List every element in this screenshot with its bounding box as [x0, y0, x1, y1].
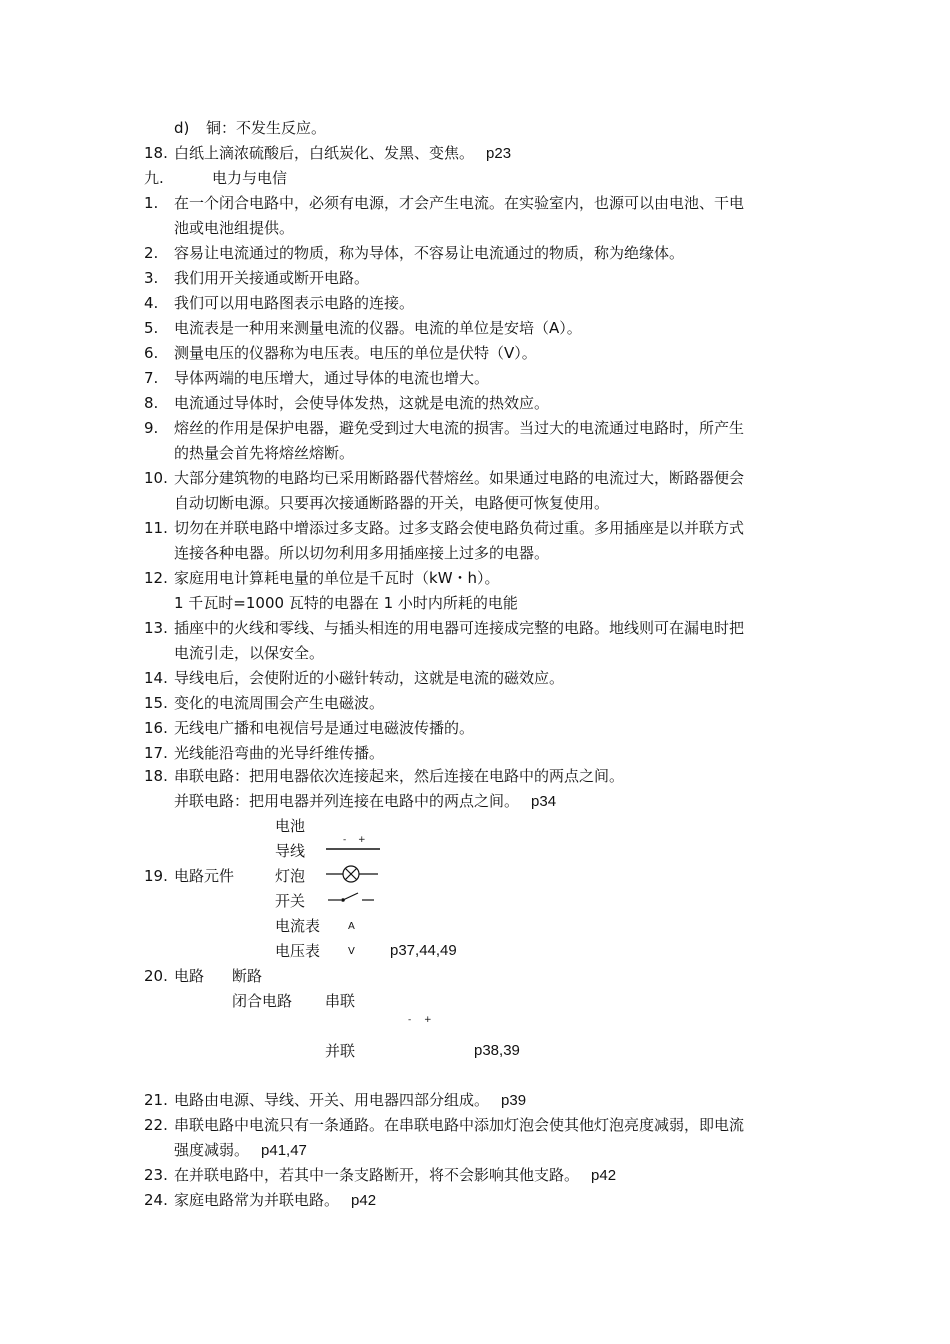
item-text: 电流表是一种用来测量电流的仪器。电流的单位是安培（A）。	[174, 319, 582, 337]
item-number: 15.	[144, 694, 168, 712]
list-item-d	[174, 118, 327, 138]
item-text: 家庭电路常为并联电路。	[174, 1191, 340, 1209]
item-text: 自动切断电源。只要再次接通断路器的开关，电路便可恢复使用。	[174, 494, 610, 512]
component-wire-label: 导线	[275, 842, 306, 860]
item-number: 2.	[144, 244, 159, 262]
item-text: 的热量会首先将熔丝熔断。	[174, 444, 355, 462]
minus-sign: -	[408, 1015, 412, 1025]
item-text: 在一个闭合电路中，必须有电源，才会产生电流。在实验室内，也源可以由电池、干电	[174, 194, 745, 212]
page-reference: p38,39	[474, 1042, 520, 1059]
item-text: 串联电路：把用电器依次连接起来，然后连接在电路中的两点之间。	[174, 767, 625, 785]
plus-sign: +	[424, 1015, 432, 1025]
item-text: 切勿在并联电路中增添过多支路。过多支路会使电路负荷过重。多用插座是以并联方式	[174, 519, 745, 537]
open-circuit-label: 断路	[232, 967, 263, 985]
item-text: 变化的电流周围会产生电磁波。	[174, 694, 385, 712]
item-title: 电路元件	[174, 867, 235, 885]
voltmeter-symbol: V	[348, 946, 355, 957]
item-text: 插座中的火线和零线、与插头相连的用电器可连接成完整的电路。地线则可在漏电时把	[174, 619, 745, 637]
page-reference: p39	[501, 1092, 527, 1109]
item-text: 串联电路中电流只有一条通路。在串联电路中添加灯泡会使其他灯泡亮度减弱，即电流	[174, 1116, 745, 1134]
page-reference: p34	[531, 793, 557, 810]
component-voltmeter-label: 电压表	[275, 942, 321, 960]
circuit-label: 电路	[174, 967, 205, 985]
page-reference: p42	[351, 1192, 377, 1209]
item-number: 4.	[144, 294, 159, 312]
light-bulb-symbol-icon	[326, 864, 378, 884]
item-text: 强度减弱。	[174, 1141, 250, 1159]
item-text: 熔丝的作用是保护电器，避免受到过大电流的损害。当过大的电流通过电路时，所产生	[174, 419, 745, 437]
item-text: 电路由电源、导线、开关、用电器四部分组成。	[174, 1091, 490, 1109]
ammeter-symbol: A	[348, 921, 355, 932]
item-text: 家庭用电计算耗电量的单位是千瓦时（kW・h）。	[174, 569, 500, 587]
item-number: 8.	[144, 394, 159, 412]
component-ammeter-label: 电流表	[275, 917, 321, 935]
item-number: 24.	[144, 1191, 168, 1209]
battery-minus-sign: -	[343, 835, 347, 845]
switch-symbol-icon	[328, 890, 376, 906]
item-number: 17.	[144, 744, 168, 762]
component-battery-label: 电池	[275, 817, 306, 835]
item-number: 10.	[144, 469, 168, 487]
item-text: 连接各种电器。所以切勿利用多用插座接上过多的电器。	[174, 544, 550, 562]
item-text: 大部分建筑物的电路均已采用断路器代替熔丝。如果通过电路的电流过大，断路器便会	[174, 469, 745, 487]
item-text: 容易让电流通过的物质，称为导体，不容易让电流通过的物质，称为绝缘体。	[174, 244, 685, 262]
item-number: 18.	[144, 144, 168, 162]
item-text: 铜：不发生反应。	[206, 119, 327, 137]
item-number: 21.	[144, 1091, 168, 1109]
item-text: 光线能沿弯曲的光导纤维传播。	[174, 744, 385, 762]
item-number: 12.	[144, 569, 168, 587]
item-text: 白纸上滴浓硫酸后，白纸炭化、发黑、变焦。	[174, 144, 475, 162]
item-text: 电流引走，以保安全。	[174, 644, 325, 662]
item-number: 22.	[144, 1116, 168, 1134]
parallel-label: 并联	[325, 1042, 356, 1060]
item-number: 11.	[144, 519, 168, 537]
page-reference: p37,44,49	[390, 942, 457, 959]
item-number: 7.	[144, 369, 159, 387]
page-reference: p23	[486, 145, 512, 162]
page-reference: p41,47	[261, 1142, 307, 1159]
item-number: 14.	[144, 669, 168, 687]
item-number: 5.	[144, 319, 159, 337]
item-number: 18.	[144, 767, 168, 785]
item-number: 19.	[144, 867, 168, 885]
item-number: 16.	[144, 719, 168, 737]
item-text: 在并联电路中，若其中一条支路断开，将不会影响其他支路。	[174, 1166, 580, 1184]
item-number: 9.	[144, 419, 159, 437]
item-text: 并联电路：把用电器并列连接在电路中的两点之间。	[174, 792, 520, 810]
item-text: 导体两端的电压增大，通过导体的电流也增大。	[174, 369, 490, 387]
item-number: 23.	[144, 1166, 168, 1184]
component-bulb-label: 灯泡	[275, 867, 306, 885]
section-number: 九.	[144, 169, 164, 187]
item-number: 20.	[144, 967, 168, 985]
item-number: d)	[174, 119, 190, 137]
item-text: 我们可以用电路图表示电路的连接。	[174, 294, 415, 312]
item-number: 1.	[144, 194, 159, 212]
item-text: 无线电广播和电视信号是通过电磁波传播的。	[174, 719, 475, 737]
item-text: 测量电压的仪器称为电压表。电压的单位是伏特（V）。	[174, 344, 537, 362]
wire-symbol-icon	[326, 846, 380, 852]
item-number: 6.	[144, 344, 159, 362]
closed-circuit-label: 闭合电路	[232, 992, 293, 1010]
component-switch-label: 开关	[275, 892, 306, 910]
item-text: 导线电后，会使附近的小磁针转动，这就是电流的磁效应。	[174, 669, 565, 687]
battery-plus-sign: +	[358, 835, 366, 845]
item-number: 3.	[144, 269, 159, 287]
section-title: 电力与电信	[212, 169, 288, 187]
page-reference: p42	[591, 1167, 617, 1184]
series-label: 串联	[325, 992, 356, 1010]
item-text: 池或电池组提供。	[174, 219, 295, 237]
item-text: 1 千瓦时=1000 瓦特的电器在 1 小时内所耗的电能	[174, 594, 518, 612]
item-text: 我们用开关接通或断开电路。	[174, 269, 370, 287]
item-number: 13.	[144, 619, 168, 637]
item-text: 电流通过导体时，会使导体发热，这就是电流的热效应。	[174, 394, 550, 412]
